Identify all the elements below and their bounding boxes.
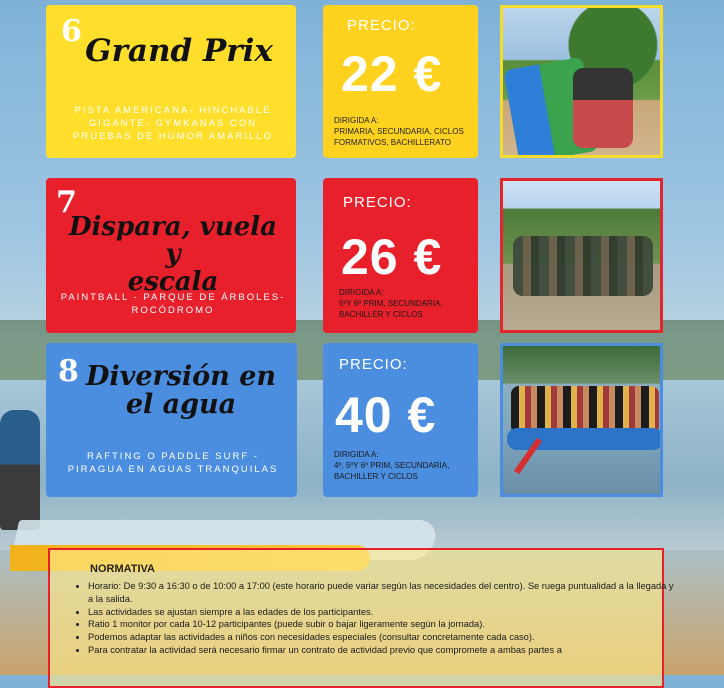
group-shape — [513, 236, 653, 296]
normativa-title: NORMATIVA — [90, 563, 155, 575]
price-value: 22 € — [341, 46, 443, 102]
activity-title: Dispara, vuela y escala — [68, 212, 277, 297]
activity-subtitle: PAINTBALL - PARQUE DE ÁRBOLES- ROCÓDROMO — [60, 292, 286, 316]
activity-8-price-card — [323, 343, 478, 497]
list-item: • Horario: De 9:30 a 16:30 o de 10:00 a 17:00 (este horario puede variar según las necesidades del centro). Se ruega puntualidad a la llegada y a la salida. — [88, 580, 674, 606]
activity-8-card — [46, 343, 297, 497]
activity-number: 6 — [61, 14, 82, 49]
precio-label: PRECIO: — [343, 194, 412, 211]
list-item: • Podemos adaptar las actividades a niños con necesidades especiales (consultar concretamente cada caso). — [88, 631, 674, 644]
background-person — [0, 410, 40, 530]
normativa-list — [72, 580, 674, 657]
price-value: 40 € — [335, 387, 437, 443]
target-audience: DIRIGIDA A: PRIMARIA, SECUNDARIA, CICLOS FORMATIVOS, BACHILLERATO — [334, 116, 464, 147]
target-audience: DIRIGIDA A: 5ºY 6º PRIM, SECUNDARIA, BACHILLER Y CICLOS — [339, 288, 443, 319]
activity-7-price-card — [323, 178, 478, 333]
activity-7-card — [46, 178, 296, 333]
list-item: • Para contratar la actividad será necesario firmar un contrato de actividad previo que compromete a ambas partes a — [88, 644, 674, 657]
price-value: 26 € — [341, 229, 443, 285]
normativa-box — [48, 548, 674, 688]
precio-label: PRECIO: — [347, 17, 416, 34]
activity-7-photo — [500, 178, 663, 333]
activity-subtitle: PISTA AMERICANA- HINCHABLE GIGANTE- GYMKANAS CON PRUEBAS DE HUMOR AMARILLO — [73, 105, 273, 142]
activity-title: Grand Prix — [85, 33, 273, 69]
activity-number: 7 — [56, 185, 77, 220]
precio-label: PRECIO: — [339, 356, 408, 373]
activity-8-photo — [500, 343, 663, 497]
activity-6-photo — [500, 5, 663, 158]
activity-6-card — [46, 5, 296, 158]
kids-shape — [573, 68, 633, 148]
activity-subtitle: RAFTING O PADDLE SURF - PIRAGUA EN AGUAS TRANQUILAS — [67, 451, 279, 475]
people-shape — [511, 386, 659, 434]
list-item: • Las actividades se ajustan siempre a las edades de los participantes. — [88, 606, 674, 619]
activity-6-price-card — [323, 5, 478, 158]
activity-title: Diversión en el agua — [85, 361, 277, 421]
activity-number: 8 — [58, 354, 79, 389]
list-item: • Ratio 1 monitor por cada 10-12 participantes (puede subir o bajar ligeramente según la jornada). — [88, 618, 674, 631]
target-audience: DIRIGIDA A: 4º, 5ºY 6º PRIM, SECUNDARIA, BACHILLER Y CICLOS — [334, 450, 450, 481]
